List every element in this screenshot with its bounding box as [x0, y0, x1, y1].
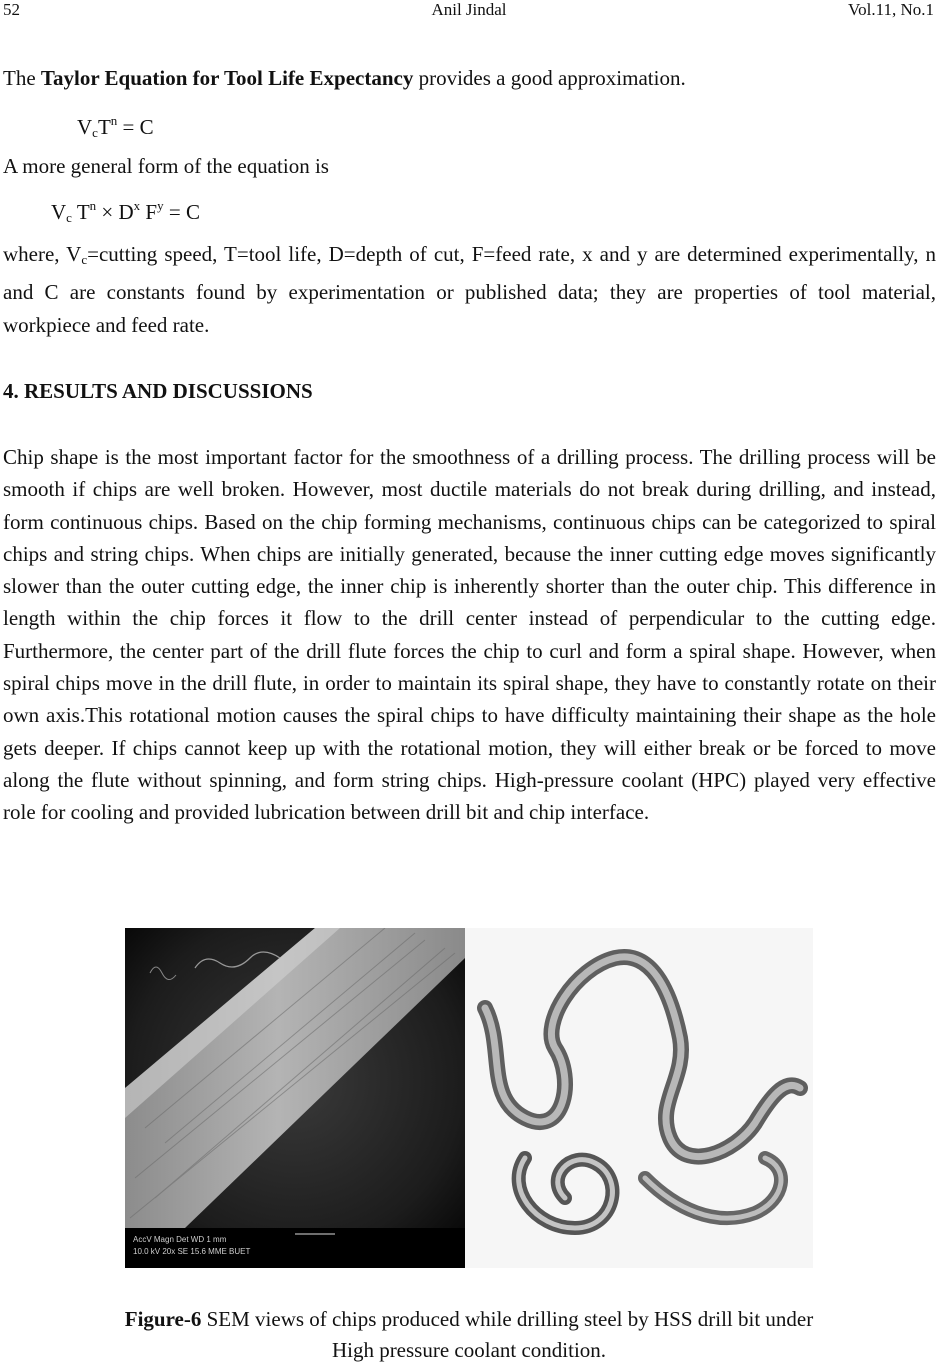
- intro-line: [3, 66, 686, 91]
- eq1-v: V: [77, 115, 93, 139]
- eq2-v: V: [51, 200, 67, 224]
- eq2-t-sup: n: [89, 198, 97, 213]
- results-paragraph: Chip shape is the most important factor for the smoothness of a drilling process. The drilling process will be smooth if chips are well broken. However, most ductile materials do not break during drilling, and instead, form continuous chips. Based on the chip forming mechanisms, continuous chips can be categorized to spiral chips and string chips. When chips are initially generated, because the inner cutting edge moves significantly slower than the outer cutting edge, the inner chip is inherently shorter than the outer chip. This difference in length within the chip forces it flow to the drill center instead of perpendicular to the cutting edge. Furthermore, the center part of the drill flute forces the chip to curl and form a spiral shape. However, when spiral chips move in the drill flute, in order to maintain its spiral shape, they have to constantly rotate on their own axis.This rotational motion causes the spiral chips to have difficulty maintaining their shape as the hole gets deeper. If chips cannot keep up with the rotational motion, they will either break or be forced to move along the flute without spinning, and form string chips. High-pressure coolant (HPC) played very effective role for cooling and provided lubrication between drill bit and chip interface.: [3, 445, 936, 825]
- eq1-rhs: = C: [117, 115, 154, 139]
- string-chip-photo: [465, 928, 813, 1268]
- eq1-t: T: [97, 115, 111, 139]
- page-number: 52: [3, 0, 20, 19]
- sem-chip-image: [125, 928, 465, 1268]
- intro-suffix: provides a good approximation.: [413, 66, 686, 90]
- figure-caption: [0, 1304, 938, 1366]
- chip-illustration: [465, 928, 813, 1268]
- volume-info: Vol.11, No.1: [848, 0, 934, 19]
- sem-databar-top: AccV Magn Det WD 1 mm: [133, 1235, 227, 1244]
- where-sub: c: [81, 252, 88, 267]
- eq2-rhs: = C: [163, 200, 200, 224]
- caption-text-1: SEM views of chips produced while drilling steel by HSS drill bit under: [201, 1307, 814, 1331]
- sem-databar-bottom: 10.0 kV 20x SE 15.6 MME BUET: [133, 1247, 251, 1256]
- page-header: [0, 0, 938, 22]
- where-text-a: where, V: [3, 242, 82, 266]
- eq2-v-sub: c: [66, 210, 72, 225]
- eq1-t-sup: n: [110, 113, 118, 128]
- eq1-v-sub: c: [92, 125, 98, 140]
- caption-line-2: High pressure coolant condition.: [331, 1338, 607, 1362]
- eq2-d-sup: x: [133, 198, 141, 213]
- general-equation: [51, 198, 200, 226]
- running-author: Anil Jindal: [431, 0, 507, 19]
- where-text-b: =cutting speed, T=tool life, D=depth of cut, F=feed rate, x and y are determined experimentally, n and C are constants found by experimentation or published data; they are properties of tool material, workpiece and feed rate.: [3, 242, 936, 337]
- variable-definitions-paragraph: [3, 238, 936, 342]
- eq2-f: F: [140, 200, 158, 224]
- section-heading: 4. RESULTS AND DISCUSSIONS: [3, 379, 313, 403]
- taylor-equation: [77, 113, 154, 141]
- eq2-t: T: [71, 200, 90, 224]
- eq2-f-sup: y: [157, 198, 164, 213]
- sem-micrograph: [125, 928, 465, 1268]
- general-form-text: A more general form of the equation is: [3, 154, 329, 178]
- eq2-times-d: × D: [96, 200, 134, 224]
- figure-label: Figure-6: [124, 1307, 202, 1331]
- taylor-equation-term: Taylor Equation for Tool Life Expectancy: [40, 66, 414, 90]
- intro-prefix: The: [3, 66, 41, 90]
- caption-line-1: [0, 1304, 938, 1335]
